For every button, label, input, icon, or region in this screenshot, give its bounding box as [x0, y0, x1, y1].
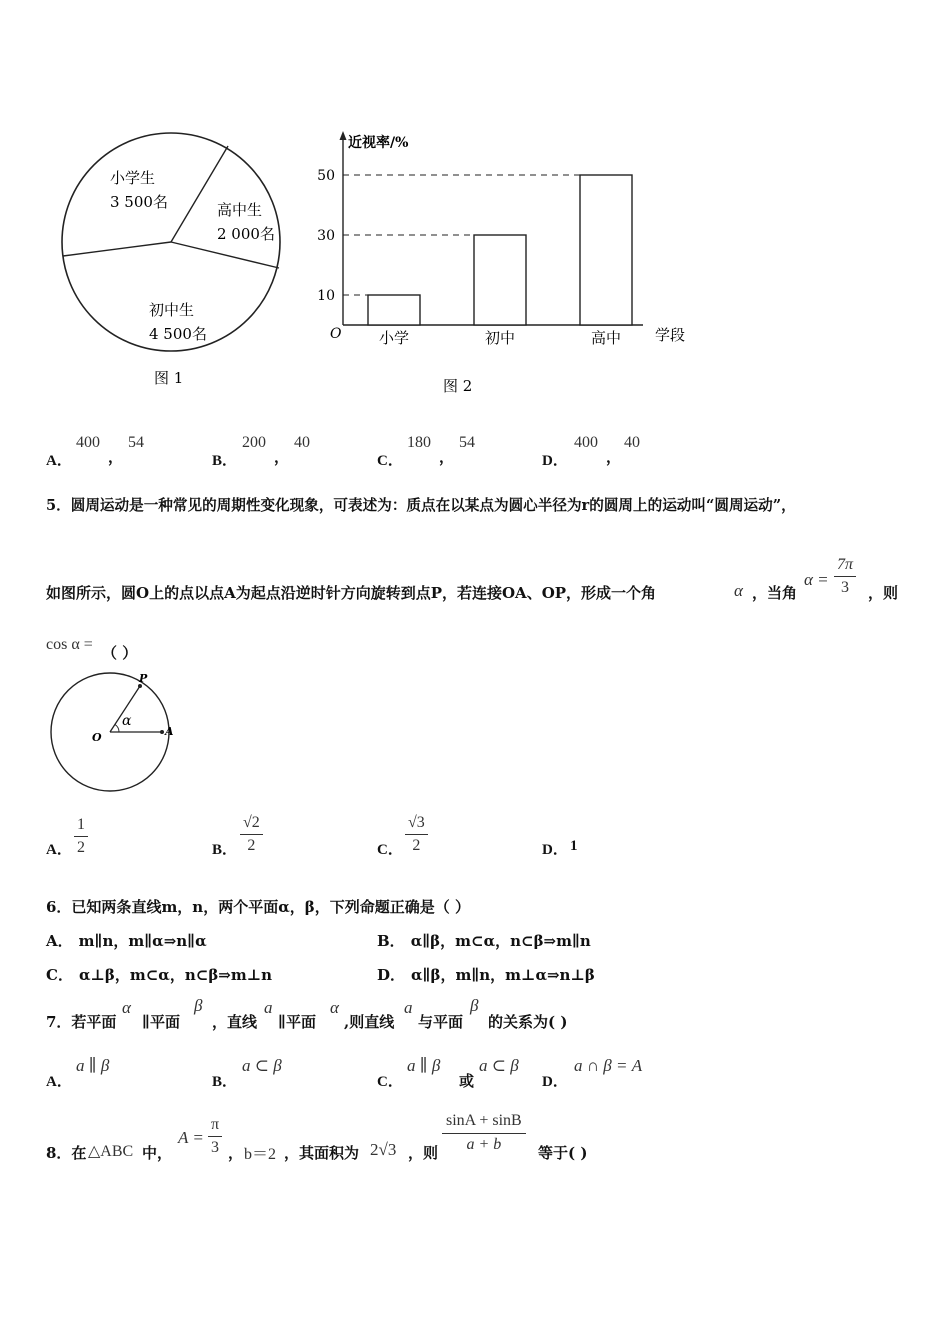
q5-option-d-letter: D． — [542, 842, 568, 858]
figure-1-caption: 图 1 — [154, 369, 184, 387]
q4-option-a-v1: 400 — [76, 434, 100, 451]
q7-beta-1: β — [194, 996, 203, 1015]
q5-angle-eq: α = — [804, 570, 829, 589]
q7-option-c-letter: C． — [377, 1074, 403, 1090]
q5-label-o: O — [92, 731, 102, 744]
q5-line-2-text-c: ，则 — [868, 584, 899, 602]
q5-label-p: P — [139, 672, 148, 685]
q6-option-a-text: m∥n，m∥α⇒n∥α — [78, 932, 207, 950]
q6-option-b[interactable] — [377, 930, 591, 951]
q6-option-c[interactable] — [46, 964, 272, 985]
q5-angle-num: 7π — [834, 556, 856, 577]
q5-line-2-text-b: ，当角 — [752, 584, 798, 602]
q5-label-a: A — [165, 725, 174, 738]
q4-option-a-letter: A． — [46, 453, 72, 469]
q7-a-2: a — [404, 998, 413, 1017]
q5-option-c-letter: C． — [377, 842, 403, 858]
q8-a-eq: A = — [178, 1128, 204, 1147]
pie-label-middle-name: 初中生 — [149, 301, 195, 319]
pie-label-primary-name: 小学生 — [110, 169, 156, 187]
q4-options — [46, 432, 926, 468]
q4-option-a-v2: 54 — [128, 434, 144, 451]
q5-option-b-den: 2 — [247, 837, 256, 854]
q7-option-d-letter: D． — [542, 1074, 568, 1090]
q6-option-b-text: α∥β，m⊂α，n⊂β⇒m∥n — [410, 932, 591, 950]
q5-cos-expr: cos α = — [46, 636, 93, 653]
q5-option-a-num: 1 — [74, 816, 88, 837]
q5-option-d-text: 1 — [570, 838, 578, 854]
q5-line-1: 5．圆周运动是一种常见的周期性变化现象，可表述为：质点在以某点为圆心半径为r的圆周上的运动叫“圆周运动”， — [46, 497, 796, 514]
q5-angle-fraction — [834, 556, 856, 597]
q7-option-a-letter: A． — [46, 1074, 72, 1090]
pie-label-high-value: 2 000名 — [217, 225, 275, 243]
bars-group — [317, 168, 632, 347]
q4-option-c-letter: C． — [377, 453, 403, 469]
q7-option-b-expr: a ⊂ β — [242, 1056, 282, 1075]
q5-line-3 — [46, 636, 346, 666]
q7-option-a[interactable] — [46, 1054, 206, 1094]
q5-options — [46, 812, 926, 868]
pie-label-high-name: 高中生 — [217, 201, 263, 219]
q6-option-a-letter: A． — [46, 932, 73, 950]
q7-option-d-expr: a ∩ β = A — [574, 1056, 643, 1075]
q7-option-b-letter: B． — [212, 1074, 238, 1090]
q7-text-5: ,则直线 — [344, 1013, 395, 1031]
q6-option-d-letter: D． — [377, 966, 406, 984]
q5-alpha-symbol: α — [734, 581, 743, 600]
q8-text-6: 等于( ) — [538, 1144, 588, 1162]
q4-option-b-v2: 40 — [294, 434, 310, 451]
origin-label: O — [330, 326, 342, 342]
q8-text-4: ，其面积为 — [284, 1144, 360, 1162]
q4-option-b-letter: B． — [212, 453, 238, 469]
q5-paren: （ ） — [102, 644, 138, 662]
q8-text-5: ，则 — [408, 1144, 439, 1162]
q7-text-4: ∥平面 — [278, 1013, 316, 1031]
q6-option-d-text: α∥β，m∥n，m⊥α⇒n⊥β — [411, 966, 595, 984]
q4-option-c-v1: 180 — [407, 434, 431, 451]
q7-beta-2: β — [470, 996, 479, 1015]
category-label-2: 初中 — [484, 329, 516, 347]
y-tick-label-2: 30 — [317, 228, 335, 244]
q5-circle-svg — [40, 668, 200, 798]
q5-label-alpha: α — [122, 713, 132, 729]
q8-ratio-den: a + b — [466, 1136, 502, 1153]
q7-text-6: 与平面 — [418, 1013, 464, 1031]
q7-stem — [46, 996, 746, 1036]
q4-option-d[interactable] — [542, 432, 702, 468]
q5-option-a-fraction — [74, 816, 88, 857]
figure-2 — [310, 125, 710, 400]
y-tick-label-3: 50 — [317, 168, 335, 184]
q6-stem: 6．已知两条直线m，n，两个平面α，β，下列命题正确是（ ） — [46, 898, 470, 916]
category-label-3: 高中 — [590, 329, 622, 347]
q5-option-b-letter: B． — [212, 842, 238, 858]
q6-option-a[interactable] — [46, 930, 207, 951]
q5-option-a-den: 2 — [77, 839, 85, 856]
q7-option-c[interactable] — [377, 1054, 547, 1094]
q7-option-d[interactable] — [542, 1054, 722, 1094]
q7-option-c-expr-2: a ⊂ β — [479, 1056, 519, 1075]
q8-triangle: △ABC — [88, 1143, 134, 1160]
q8-a-den: 3 — [211, 1139, 220, 1156]
q7-text-3: ，直线 — [212, 1013, 258, 1031]
q4-option-a-sep: ， — [108, 450, 124, 466]
q6-option-b-letter: B． — [377, 932, 405, 950]
q4-option-b-sep: ， — [274, 450, 290, 466]
q5-line-2-text-a: 如图所示，圆O上的点以点A为起点沿逆时针方向旋转到点P，若连接OA、OP，形成一个角 — [46, 584, 657, 602]
q5-option-c-num: √3 — [405, 814, 428, 835]
q8-text-2: 中， — [142, 1144, 173, 1162]
q4-option-d-v1: 400 — [574, 434, 598, 451]
q4-option-c-sep: ， — [439, 450, 455, 466]
q8-a-fraction — [208, 1116, 222, 1157]
q4-option-d-letter: D． — [542, 453, 568, 469]
bar-3 — [580, 175, 632, 325]
q5-option-c[interactable] — [377, 812, 537, 868]
q4-option-c[interactable] — [377, 432, 537, 468]
q4-option-a[interactable] — [46, 432, 206, 468]
q7-option-a-expr: a ∥ β — [76, 1056, 110, 1075]
q7-text-2: ∥平面 — [142, 1013, 180, 1031]
q6-option-c-letter: C． — [46, 966, 73, 984]
q5-point-a — [160, 730, 164, 734]
pie-label-middle-value: 4 500名 — [149, 325, 207, 343]
q4-option-d-v2: 40 — [624, 434, 640, 451]
q7-option-b[interactable] — [212, 1054, 372, 1094]
y-axis-arrow — [340, 131, 347, 140]
category-label-1: 小学 — [378, 329, 410, 347]
q8-ratio-num: sinA + sinB — [442, 1112, 526, 1134]
bar-chart — [310, 125, 710, 400]
q8-ratio-fraction — [442, 1112, 526, 1154]
q7-options — [46, 1054, 926, 1094]
q7-option-c-or: 或 — [459, 1072, 475, 1090]
q7-text-1: 7．若平面 — [46, 1013, 117, 1031]
q5-circle-figure — [40, 668, 200, 798]
q8-stem — [46, 1112, 906, 1168]
figure-1 — [55, 125, 295, 395]
q5-option-b[interactable] — [212, 812, 372, 868]
q5-option-a-letter: A． — [46, 842, 72, 858]
q7-option-c-expr-1: a ∥ β — [407, 1056, 441, 1075]
q7-alpha-2: α — [330, 998, 339, 1017]
q8-text-1: 8．在 — [46, 1144, 87, 1162]
q5-option-c-fraction — [405, 814, 428, 855]
q5-option-b-num: √2 — [240, 814, 263, 835]
q5-angle-arc — [115, 725, 119, 733]
bar-1 — [368, 295, 420, 325]
q7-alpha-1: α — [122, 998, 131, 1017]
q4-option-b[interactable] — [212, 432, 372, 468]
q8-b-eq: b＝2 — [244, 1146, 277, 1163]
y-tick-label-1: 10 — [317, 288, 335, 304]
q7-a-1: a — [264, 998, 273, 1017]
q5-option-b-fraction — [240, 814, 263, 855]
q5-option-c-den: 2 — [412, 837, 421, 854]
q4-option-c-v2: 54 — [459, 434, 475, 451]
x-axis-label: 学段 — [655, 326, 686, 344]
bar-2 — [474, 235, 526, 325]
q4-option-b-v1: 200 — [242, 434, 266, 451]
pie-chart — [55, 125, 295, 395]
q5-line-2 — [46, 556, 916, 610]
figure-2-caption: 图 2 — [443, 377, 473, 395]
q6-option-c-text: α⊥β，m⊂α，n⊂β⇒m⊥n — [78, 966, 273, 984]
q5-option-a[interactable] — [46, 812, 206, 868]
pie-label-primary-value: 3 500名 — [110, 193, 168, 211]
q8-area: 2√3 — [370, 1140, 397, 1159]
q5-option-d[interactable] — [542, 812, 702, 868]
q5-angle-den: 3 — [841, 579, 849, 596]
y-axis-label: 近视率/% — [348, 135, 409, 151]
q4-option-d-sep: ， — [606, 450, 622, 466]
q7-text-7: 的关系为( ) — [488, 1013, 568, 1031]
q8-a-num: π — [208, 1116, 222, 1137]
q8-text-3: ， — [228, 1144, 244, 1162]
q6-option-d[interactable] — [377, 964, 595, 985]
